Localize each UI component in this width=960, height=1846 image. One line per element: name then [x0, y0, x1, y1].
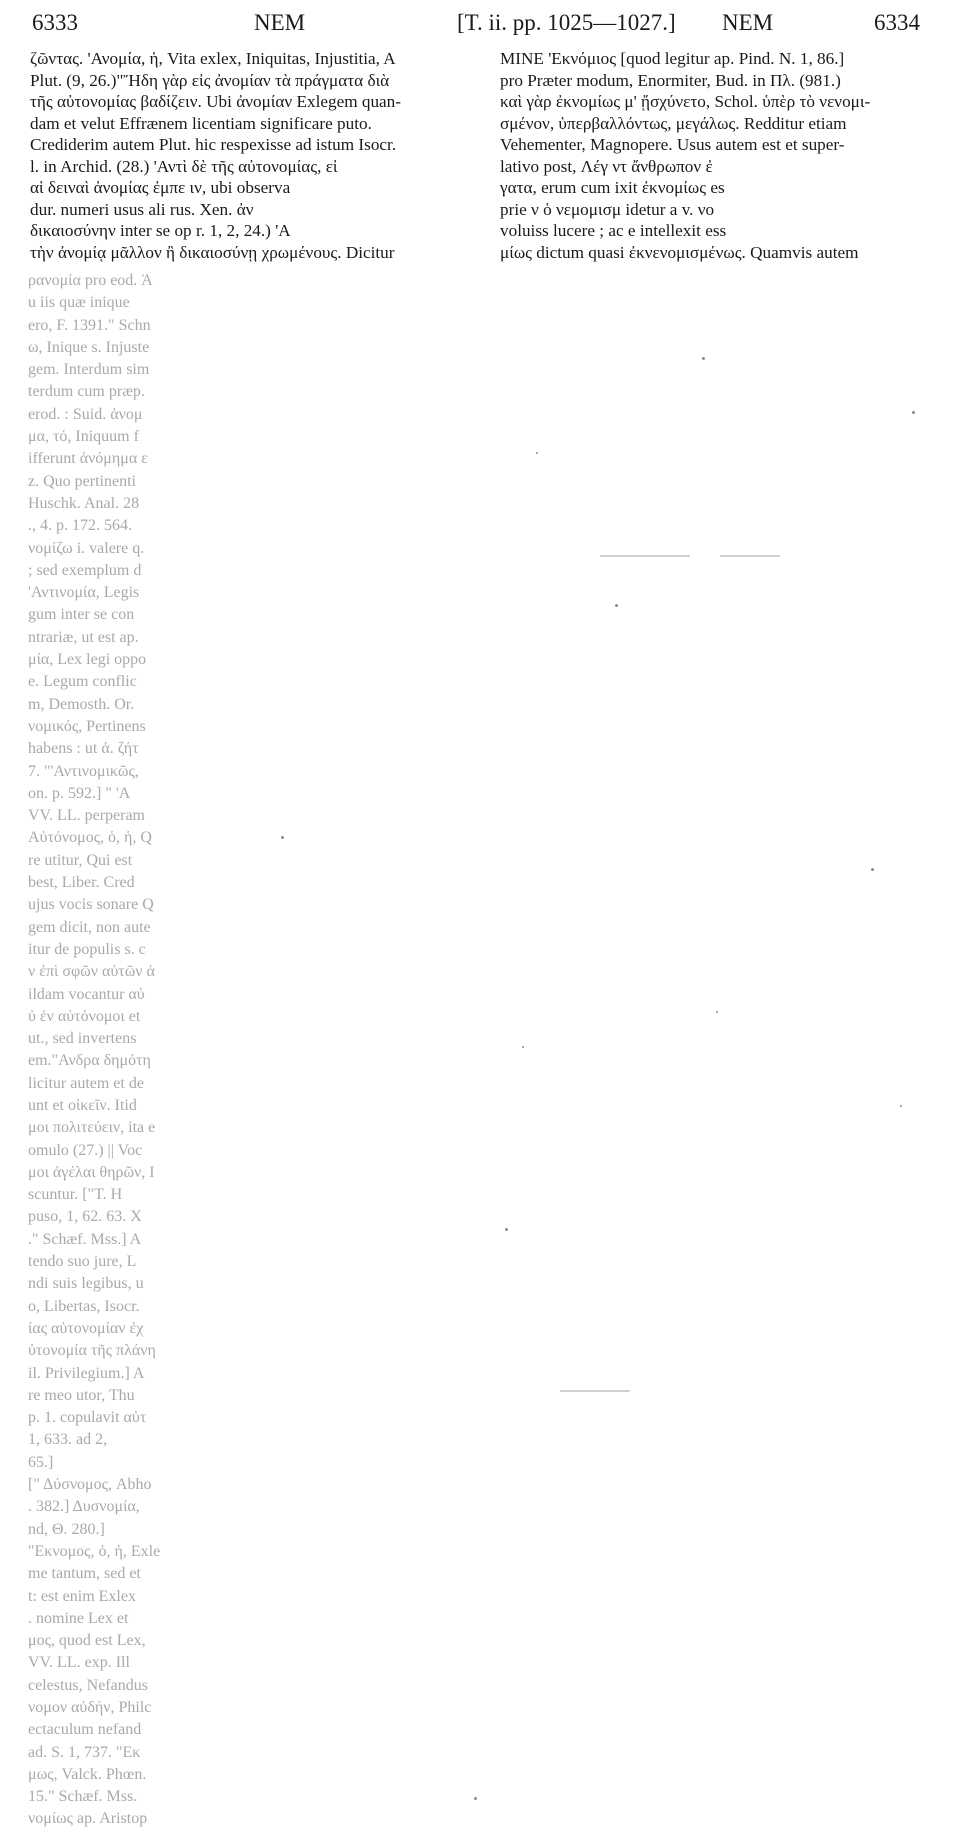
text-line: γατα, erum cum ixit ἐκνομίως es: [500, 178, 725, 197]
right-column: [500, 48, 930, 263]
running-head: [32, 10, 920, 44]
faded-text-line: ifferunt ἀνόμημα ε: [28, 450, 148, 468]
volume-reference: [T. ii. pp. 1025—1027.]: [457, 10, 676, 35]
text-line: pro Præter modum, Enormiter, Bud. in Πλ. (981.): [500, 70, 841, 90]
faded-text-line: itur de populis s. c: [28, 940, 146, 958]
text-line: voluiss lucere ; ac e intellexit ess: [500, 221, 727, 240]
text-line: dur. numeri usus ali rus. Xen. ἀν: [30, 199, 254, 219]
faded-text-line: ω, Inique s. Injuste: [28, 338, 150, 356]
faded-text-line: μοι πολιτεύειν, ita e: [28, 1119, 156, 1137]
faded-text-line: ectaculum nefand: [28, 1721, 142, 1739]
faded-text-line: ὐτονομία τῆς πλάνη: [28, 1342, 156, 1360]
faded-text-line: ut., sed invertens: [28, 1030, 137, 1048]
headword-left: NEM: [254, 10, 306, 35]
faded-text-line: terdum cum præp.: [28, 383, 145, 401]
faded-text-line: m, Demosth. Or.: [28, 695, 135, 713]
text-line: μίως dictum quasi ἐκνενομισμένως. Quamvis autem: [500, 242, 859, 262]
faded-text-line: μοι ἀγέλαι θηρῶν, I: [28, 1163, 155, 1181]
faded-text-line: ρανομία pro eod. Ά: [28, 272, 153, 289]
text-line: prie ν ὁ νεμομισμ idetur a v. νο: [500, 199, 715, 219]
faded-text-line: μα, τό, Iniquum f: [28, 428, 139, 446]
faded-text-line: VV. LL. exp. Ill: [28, 1654, 130, 1672]
faded-text-line: licitur autem et de: [28, 1074, 144, 1092]
faded-text-line: νομικός, Pertinens: [28, 717, 146, 735]
faded-text-line: t: est enim Exlex: [28, 1587, 136, 1605]
faded-text-line: me tantum, sed et: [28, 1565, 141, 1583]
faded-text-line: ὐ ἐν αὐτόνομοι et: [28, 1007, 141, 1025]
text-line: MINE 'Εκνόμιος [quod legitur ap. Pind. N. 1, 86.]: [500, 49, 845, 68]
faded-text-line: Αὐτόνομος, ὁ, ἡ, Q: [28, 829, 152, 847]
faded-text-line: habens : ut ἀ. ζήτ: [28, 740, 139, 758]
faded-text-line: scuntur. ["T. H: [28, 1186, 123, 1204]
faded-text-line: . 382.] Δυσνομία,: [28, 1498, 140, 1516]
faded-text-line: re utitur, Qui est: [28, 851, 133, 869]
faded-text-line: re meo utor, Thu: [28, 1386, 135, 1404]
faded-text-line: . nomine Lex et: [28, 1609, 129, 1627]
faded-text-line: erod. : Suid. ἀνομ: [28, 405, 143, 423]
text-line: τῆς αὐτονομίας βαδίζειν. Ubi ἀνομίαν Exlegem quan-: [30, 92, 401, 111]
faded-text-line: ildam vocantur αὐ: [28, 985, 145, 1003]
faded-text-line: omulo (27.) || Voc: [28, 1141, 143, 1159]
faded-fragments: [28, 270, 228, 1831]
faded-text-line: il. Privilegium.] A: [28, 1364, 145, 1382]
faded-text-line: μος, quod est Lex,: [28, 1632, 146, 1650]
faded-text-line: Huschk. Anal. 28: [28, 494, 140, 512]
faded-text-line: μως, Valck. Phœn.: [28, 1765, 147, 1783]
text-line: lativo post, Λέγ ντ ἄνθρωπον ἐ: [500, 156, 713, 176]
faded-text-line: ujus vocis sonare Q: [28, 896, 154, 914]
faded-text-line: 7. "'Αντινομικῶς,: [28, 762, 139, 780]
faded-text-line: gem. Interdum sim: [28, 361, 150, 379]
faded-text-line: celestus, Nefandus: [28, 1676, 148, 1694]
faded-text-line: best, Liber. Cred: [28, 874, 135, 892]
faded-text-line: gem dicit, non aute: [28, 918, 151, 936]
text-line: l. in Archid. (28.) 'Αντὶ δὲ τῆς αὐτονομίας, εἰ: [30, 156, 338, 176]
faded-text-line: ad. S. 1, 737. "Εκ: [28, 1743, 141, 1761]
faded-text-line: ; sed exemplum d: [28, 561, 142, 579]
faded-text-line: p. 1. copulavit αὐτ: [28, 1409, 147, 1427]
text-line: Plut. (9, 26.)"Ἤδη γὰρ εἰς ἀνομίαν τὰ πράγματα διὰ: [30, 70, 390, 90]
text-line: Crediderim autem Plut. hic respexisse ad istum Isocr.: [30, 135, 397, 154]
faded-text-line: VV. LL. perperam: [28, 807, 145, 825]
faded-text-line: ndi suis legibus, u: [28, 1275, 144, 1293]
text-line: Vehementer, Magnopere. Usus autem est et super-: [500, 135, 845, 154]
faded-text-line: μία, Lex legi oppo: [28, 651, 147, 669]
text-line: dam et velut Effrænem licentiam significare puto.: [30, 113, 372, 133]
faded-text-line: u iis quæ inique: [28, 294, 130, 312]
page-number-right: 6334: [874, 10, 920, 35]
text-line: ζῶντας. 'Ανομία, ἡ, Vita exlex, Iniquitas, Injustitia, A: [30, 49, 396, 68]
faded-text-line: νομον αὐδήν, Philc: [28, 1699, 152, 1716]
text-line: καὶ γὰρ ἐκνομίως μ' ᾔσχύνετο, Schol. ὑπὲρ τὸ νενομι-: [500, 92, 871, 111]
faded-text-line: gum inter se con: [28, 606, 135, 624]
faded-text-line: em."Ανδρα δημότη: [28, 1052, 151, 1070]
faded-text-line: "Εκνομος, ὁ, ἡ, Exle: [28, 1542, 161, 1560]
faded-text-line: νομίως ap. Aristop: [28, 1810, 148, 1828]
page-number-left: 6333: [32, 10, 78, 35]
faded-text-line: e. Legum conflic: [28, 673, 137, 691]
faded-text-line: puso, 1, 62. 63. X: [28, 1208, 142, 1226]
faded-text-line: [" Δύσνομος, Abho: [28, 1476, 152, 1494]
faded-text-line: unt et οἰκεῖν. Itid: [28, 1096, 137, 1114]
faded-text-line: ntrariæ, ut est ap.: [28, 628, 139, 646]
faded-text-line: z. Quo pertinenti: [28, 472, 136, 490]
faded-text-line: on. p. 592.] " 'A: [28, 784, 131, 802]
faded-text-line: 15." Schæf. Mss.: [28, 1788, 138, 1806]
faded-text-line: ίας αὐτονομίαν ἐχ: [28, 1319, 144, 1337]
text-line: τὴν ἀνομίᾳ μᾶλλον ἢ δικαιοσύνῃ χρωμένους. Dicitur: [30, 242, 395, 262]
faded-text-line: 'Αντινομία, Legis: [28, 584, 140, 602]
headword-right: NEM: [722, 10, 774, 35]
text-line: αἱ δειναὶ ἀνομίας ἐμπε ιν, ubi observa: [30, 178, 291, 197]
faded-text-line: o, Libertas, Isocr.: [28, 1297, 140, 1315]
text-line: δικαιοσύνην inter se op r. 1, 2, 24.) 'Α: [30, 221, 291, 240]
faded-text-line: 65.]: [28, 1453, 54, 1471]
faded-text-line: 1, 633. ad 2,: [28, 1431, 108, 1449]
faded-text-line: νομίζω i. valere q.: [28, 539, 145, 557]
faded-text-line: ." Schæf. Mss.] A: [28, 1230, 142, 1248]
faded-text-line: nd, Θ. 280.]: [28, 1520, 105, 1538]
text-line: σμένον, ὑπερβαλλόντως, μεγάλως. Redditur etiam: [500, 113, 847, 133]
faded-text-line: ., 4. p. 172. 564.: [28, 517, 132, 535]
left-column: [30, 48, 485, 263]
faded-text-line: tendo suo jure, L: [28, 1253, 137, 1271]
faded-text-line: ν ἐπὶ σφῶν αὐτῶν ἀ: [28, 963, 155, 981]
faded-text-line: ero, F. 1391." Schn: [28, 316, 151, 334]
